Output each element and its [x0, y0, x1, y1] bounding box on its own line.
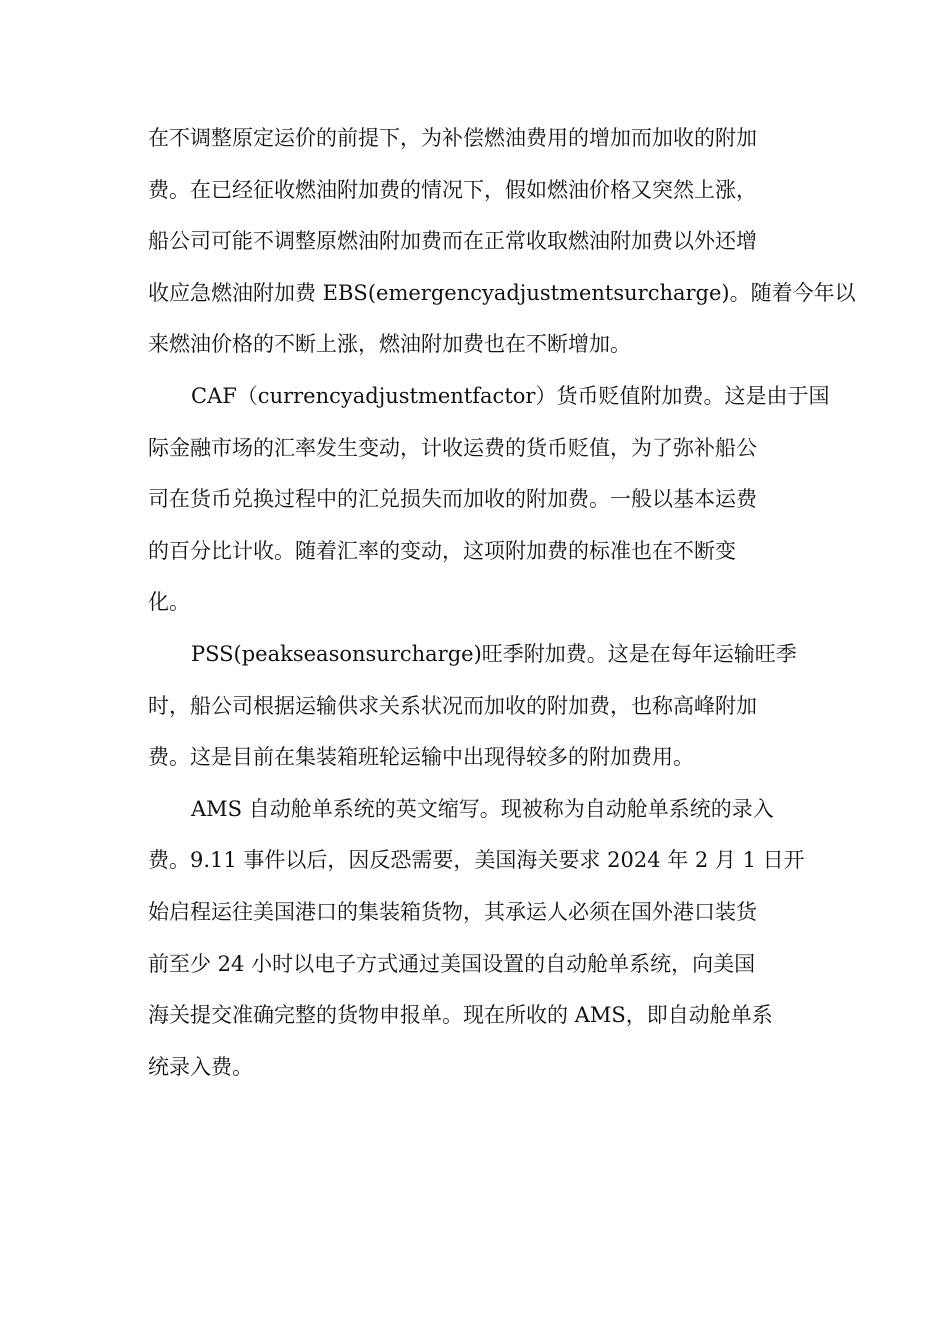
- text-line: 费。这是目前在集装箱班轮运输中出现得较多的附加费用。: [148, 745, 694, 770]
- paragraph-start-pss: PSS(peakseasonsurcharge)旺季附加费。这是在每年运输旺季: [191, 641, 797, 666]
- text-line: 际金融市场的汇率发生变动，计收运费的货币贬值，为了弥补船公: [148, 435, 757, 460]
- text-line: 海关提交准确完整的货物申报单。现在所收的 AMS，即自动舱单系: [148, 1003, 773, 1028]
- text-line: 时，船公司根据运输供求关系状况而加收的附加费，也称高峰附加: [148, 693, 757, 718]
- text-line: 费。在已经征收燃油附加费的情况下，假如燃油价格又突然上涨，: [148, 177, 757, 202]
- document-body: [148, 113, 856, 1093]
- paragraph-start-caf: CAF（currencyadjustmentfactor）货币贬值附加费。这是由于国: [191, 383, 830, 408]
- text-line: 费。9.11 事件以后，因反恐需要，美国海关要求 2024 年 2 月 1 日开: [148, 848, 805, 873]
- text-line: 收应急燃油附加费 EBS(emergencyadjustmentsurcharge)。随着今年以: [148, 280, 856, 305]
- text-line: 的百分比计收。随着汇率的变动，这项附加费的标准也在不断变: [148, 538, 736, 563]
- text-line: 在不调整原定运价的前提下，为补偿燃油费用的增加而加收的附加: [148, 126, 757, 150]
- text-line: 始启程运往美国港口的集装箱货物，其承运人必须在国外港口装货: [148, 899, 757, 924]
- text-line: 前至少 24 小时以电子方式通过美国设置的自动舱单系统，向美国: [148, 951, 756, 976]
- text-line: 来燃油价格的不断上涨，燃油附加费也在不断增加。: [148, 332, 631, 357]
- text-line: 统录入费。: [148, 1054, 253, 1079]
- text-line: 司在货币兑换过程中的汇兑损失而加收的附加费。一般以基本运费: [148, 487, 757, 512]
- text-line: 船公司可能不调整原燃油附加费而在正常收取燃油附加费以外还增: [148, 229, 757, 254]
- paragraph-start-ams: AMS 自动舱单系统的英文缩写。现被称为自动舱单系统的录入: [191, 796, 774, 821]
- text-line: 化。: [148, 590, 190, 615]
